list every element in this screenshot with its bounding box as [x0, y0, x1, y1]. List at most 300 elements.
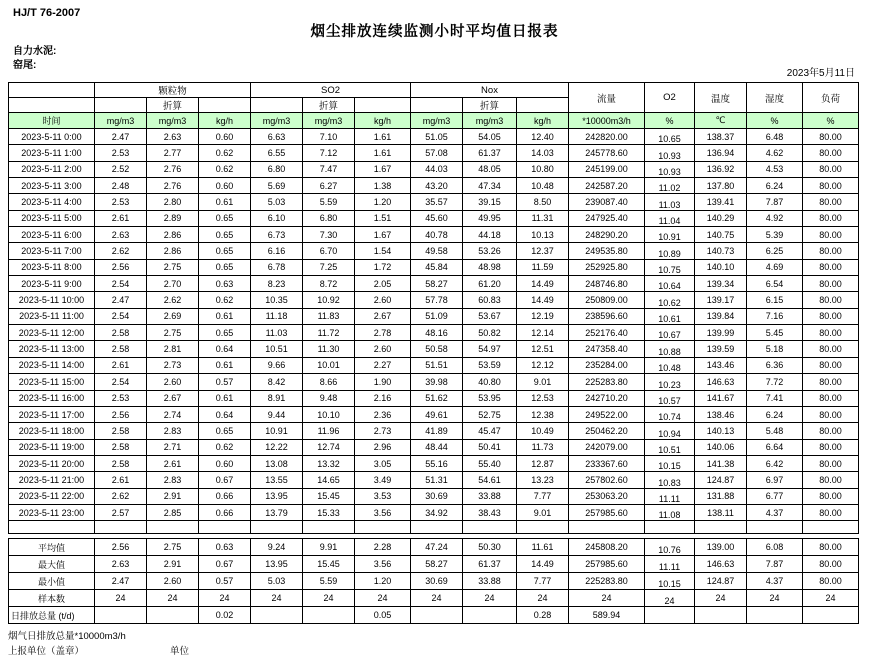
value-cell: 8.50 [517, 194, 569, 210]
converted-label-nox: 折算 [463, 98, 517, 113]
value-cell: 9.66 [251, 357, 303, 373]
value-cell: 5.18 [747, 341, 803, 357]
summary-value-cell [95, 607, 147, 624]
blank-cell [147, 521, 199, 534]
unit-cell: *10000m3/h [569, 113, 645, 129]
value-cell: 138.46 [695, 406, 747, 422]
summary-value-cell: 33.88 [463, 573, 517, 590]
value-cell: 2.58 [95, 423, 147, 439]
value-cell: 0.62 [199, 145, 251, 161]
value-cell: 80.00 [803, 406, 859, 422]
converted-label-so2: 折算 [303, 98, 355, 113]
value-cell: 7.87 [747, 194, 803, 210]
value-cell: 2.58 [95, 341, 147, 357]
value-cell: 2.54 [95, 374, 147, 390]
table-row [9, 210, 859, 226]
value-cell: 2.76 [147, 178, 199, 194]
value-cell: 2.54 [95, 276, 147, 292]
value-cell: 3.53 [355, 488, 411, 504]
value-cell: 12.53 [517, 390, 569, 406]
value-cell: 11.08 [645, 504, 695, 520]
value-cell: 0.61 [199, 390, 251, 406]
value-cell: 2.56 [95, 259, 147, 275]
table-row [9, 292, 859, 308]
value-cell: 5.03 [251, 194, 303, 210]
value-cell: 0.61 [199, 308, 251, 324]
value-cell: 80.00 [803, 129, 859, 145]
value-cell: 0.65 [199, 243, 251, 259]
value-cell: 2.48 [95, 178, 147, 194]
table-row [9, 178, 859, 194]
value-cell: 80.00 [803, 504, 859, 520]
value-cell: 80.00 [803, 390, 859, 406]
value-cell: 10.94 [645, 423, 695, 439]
time-cell: 2023-5-11 19:00 [9, 439, 95, 455]
value-cell: 3.49 [355, 472, 411, 488]
value-cell: 11.04 [645, 210, 695, 226]
blank-cell [803, 521, 859, 534]
summary-value-cell: 0.57 [199, 573, 251, 590]
blank-cell [355, 521, 411, 534]
table-row [9, 423, 859, 439]
value-cell: 2.53 [95, 194, 147, 210]
value-cell: 2.58 [95, 325, 147, 341]
blank-cell [569, 521, 645, 534]
value-cell: 2.16 [355, 390, 411, 406]
summary-value-cell: 24 [803, 590, 859, 607]
table-row [9, 308, 859, 324]
value-cell: 139.59 [695, 341, 747, 357]
value-cell: 0.62 [199, 439, 251, 455]
summary-value-cell: 15.45 [303, 556, 355, 573]
value-cell: 12.37 [517, 243, 569, 259]
unit-cell: mg/m3 [95, 113, 147, 129]
value-cell: 10.91 [251, 423, 303, 439]
value-cell: 7.47 [303, 161, 355, 177]
value-cell: 12.51 [517, 341, 569, 357]
value-cell: 6.42 [747, 455, 803, 471]
value-cell: 54.61 [463, 472, 517, 488]
col-o2: O2 [645, 83, 695, 113]
summary-value-cell: 2.47 [95, 573, 147, 590]
value-cell: 80.00 [803, 276, 859, 292]
value-cell: 8.23 [251, 276, 303, 292]
value-cell: 1.20 [355, 194, 411, 210]
blank-cell [303, 521, 355, 534]
value-cell: 247358.40 [569, 341, 645, 357]
summary-value-cell [747, 607, 803, 624]
corner-cell [9, 83, 95, 98]
table-row [9, 406, 859, 422]
summary-value-cell: 24 [411, 590, 463, 607]
value-cell: 80.00 [803, 292, 859, 308]
value-cell: 139.17 [695, 292, 747, 308]
value-cell: 51.31 [411, 472, 463, 488]
summary-value-cell: 5.03 [251, 573, 303, 590]
col-load: 负荷 [803, 83, 859, 113]
value-cell: 12.38 [517, 406, 569, 422]
value-cell: 2.58 [95, 455, 147, 471]
value-cell: 10.88 [645, 341, 695, 357]
flue-gas-total-label: 烟气日排放总量*10000m3/h [8, 631, 126, 642]
summary-value-cell: 1.20 [355, 573, 411, 590]
reporting-unit-label: 上报单位（盖章） [8, 646, 85, 657]
value-cell: 7.25 [303, 259, 355, 275]
value-cell: 80.00 [803, 227, 859, 243]
value-cell: 0.57 [199, 374, 251, 390]
value-cell: 257802.60 [569, 472, 645, 488]
value-cell: 140.75 [695, 227, 747, 243]
summary-table-body [9, 539, 859, 624]
value-cell: 245199.00 [569, 161, 645, 177]
summary-value-cell: 225283.80 [569, 573, 645, 590]
value-cell: 1.38 [355, 178, 411, 194]
value-cell: 61.20 [463, 276, 517, 292]
value-cell: 6.27 [303, 178, 355, 194]
value-cell: 0.62 [199, 161, 251, 177]
col-temperature: 温度 [695, 83, 747, 113]
value-cell: 10.91 [645, 227, 695, 243]
value-cell: 9.01 [517, 374, 569, 390]
value-cell: 257985.60 [569, 504, 645, 520]
value-cell: 10.64 [645, 276, 695, 292]
table-row [9, 357, 859, 373]
value-cell: 140.29 [695, 210, 747, 226]
value-cell: 55.16 [411, 455, 463, 471]
value-cell: 10.10 [303, 406, 355, 422]
value-cell: 2.74 [147, 406, 199, 422]
value-cell: 2.57 [95, 504, 147, 520]
summary-value-cell: 0.05 [355, 607, 411, 624]
value-cell: 6.25 [747, 243, 803, 259]
summary-value-cell: 14.49 [517, 556, 569, 573]
value-cell: 225283.80 [569, 374, 645, 390]
value-cell: 250809.00 [569, 292, 645, 308]
value-cell: 48.16 [411, 325, 463, 341]
unit-cell: kg/h [355, 113, 411, 129]
time-cell: 2023-5-11 10:00 [9, 292, 95, 308]
value-cell: 12.12 [517, 357, 569, 373]
value-cell: 10.75 [645, 259, 695, 275]
unit-cell: ℃ [695, 113, 747, 129]
value-cell: 139.84 [695, 308, 747, 324]
value-cell: 11.11 [645, 488, 695, 504]
page-title: 烟尘排放连续监测小时平均值日报表 [310, 24, 559, 40]
unit-cell: kg/h [199, 113, 251, 129]
value-cell: 2.83 [147, 423, 199, 439]
value-cell: 139.41 [695, 194, 747, 210]
value-cell: 2.89 [147, 210, 199, 226]
blank-cell [517, 98, 569, 113]
value-cell: 2.61 [95, 357, 147, 373]
value-cell: 6.63 [251, 129, 303, 145]
blank-cell [355, 98, 411, 113]
value-cell: 10.48 [645, 357, 695, 373]
unit-label: 单位 [170, 646, 190, 657]
value-cell: 2.77 [147, 145, 199, 161]
value-cell: 138.37 [695, 129, 747, 145]
value-cell: 6.73 [251, 227, 303, 243]
summary-row [9, 573, 859, 590]
value-cell: 2.76 [147, 161, 199, 177]
value-cell: 15.33 [303, 504, 355, 520]
value-cell: 2.61 [95, 210, 147, 226]
table-row [9, 341, 859, 357]
value-cell: 0.65 [199, 423, 251, 439]
value-cell: 80.00 [803, 194, 859, 210]
value-cell: 2.83 [147, 472, 199, 488]
value-cell: 252176.40 [569, 325, 645, 341]
value-cell: 6.80 [303, 210, 355, 226]
value-cell: 80.00 [803, 455, 859, 471]
value-cell: 54.05 [463, 129, 517, 145]
group-nox: Nox [411, 83, 569, 98]
value-cell: 12.14 [517, 325, 569, 341]
value-cell: 11.03 [645, 194, 695, 210]
time-header: 时间 [9, 113, 95, 129]
summary-value-cell: 58.27 [411, 556, 463, 573]
value-cell: 140.06 [695, 439, 747, 455]
summary-value-cell: 2.63 [95, 556, 147, 573]
value-cell: 80.00 [803, 357, 859, 373]
value-cell: 2.96 [355, 439, 411, 455]
summary-value-cell: 7.87 [747, 556, 803, 573]
summary-value-cell: 0.02 [199, 607, 251, 624]
value-cell: 239087.40 [569, 194, 645, 210]
value-cell: 139.34 [695, 276, 747, 292]
value-cell: 39.15 [463, 194, 517, 210]
value-cell: 54.97 [463, 341, 517, 357]
value-cell: 245778.60 [569, 145, 645, 161]
value-cell: 2.73 [355, 423, 411, 439]
table-row [9, 439, 859, 455]
header-units-row [9, 113, 859, 129]
report-date: 2023年5月11日 [786, 68, 855, 79]
summary-value-cell: 2.75 [147, 539, 199, 556]
col-humidity: 湿度 [747, 83, 803, 113]
value-cell: 53.95 [463, 390, 517, 406]
value-cell: 2.91 [147, 488, 199, 504]
value-cell: 50.58 [411, 341, 463, 357]
value-cell: 2.86 [147, 227, 199, 243]
unit-cell: mg/m3 [251, 113, 303, 129]
value-cell: 4.69 [747, 259, 803, 275]
unit-cell: mg/m3 [411, 113, 463, 129]
value-cell: 30.69 [411, 488, 463, 504]
summary-value-cell: 7.77 [517, 573, 569, 590]
summary-value-cell [411, 607, 463, 624]
time-cell: 2023-5-11 4:00 [9, 194, 95, 210]
value-cell: 13.08 [251, 455, 303, 471]
summary-value-cell: 3.56 [355, 556, 411, 573]
value-cell: 6.78 [251, 259, 303, 275]
value-cell: 0.65 [199, 259, 251, 275]
unit-cell: % [747, 113, 803, 129]
value-cell: 235284.00 [569, 357, 645, 373]
summary-value-cell: 9.24 [251, 539, 303, 556]
value-cell: 14.49 [517, 292, 569, 308]
value-cell: 6.15 [747, 292, 803, 308]
value-cell: 9.01 [517, 504, 569, 520]
value-cell: 10.89 [645, 243, 695, 259]
summary-value-cell: 80.00 [803, 556, 859, 573]
blank-cell [199, 521, 251, 534]
value-cell: 2.53 [95, 390, 147, 406]
value-cell: 6.97 [747, 472, 803, 488]
summary-value-cell: 0.67 [199, 556, 251, 573]
value-cell: 140.73 [695, 243, 747, 259]
summary-value-cell: 10.76 [645, 539, 695, 556]
value-cell: 8.72 [303, 276, 355, 292]
value-cell: 50.82 [463, 325, 517, 341]
value-cell: 49.58 [411, 243, 463, 259]
value-cell: 4.37 [747, 504, 803, 520]
value-cell: 140.10 [695, 259, 747, 275]
value-cell: 10.62 [645, 292, 695, 308]
header-group-row [9, 83, 859, 98]
time-cell: 2023-5-11 8:00 [9, 259, 95, 275]
value-cell: 139.99 [695, 325, 747, 341]
summary-label-cell: 日排放总量 (t/d) [9, 607, 95, 624]
time-cell: 2023-5-11 3:00 [9, 178, 95, 194]
time-cell: 2023-5-11 16:00 [9, 390, 95, 406]
value-cell: 80.00 [803, 325, 859, 341]
converted-label-pm: 折算 [147, 98, 199, 113]
summary-value-cell: 11.61 [517, 539, 569, 556]
value-cell: 11.59 [517, 259, 569, 275]
value-cell: 12.40 [517, 129, 569, 145]
value-cell: 10.15 [645, 455, 695, 471]
value-cell: 248290.20 [569, 227, 645, 243]
summary-label-cell: 最小值 [9, 573, 95, 590]
value-cell: 11.83 [303, 308, 355, 324]
value-cell: 48.44 [411, 439, 463, 455]
summary-label-cell: 平均值 [9, 539, 95, 556]
summary-value-cell: 124.87 [695, 573, 747, 590]
value-cell: 0.60 [199, 178, 251, 194]
value-cell: 14.03 [517, 145, 569, 161]
value-cell: 80.00 [803, 423, 859, 439]
value-cell: 47.34 [463, 178, 517, 194]
summary-value-cell: 11.11 [645, 556, 695, 573]
value-cell: 2.62 [95, 488, 147, 504]
value-cell: 4.62 [747, 145, 803, 161]
value-cell: 13.79 [251, 504, 303, 520]
table-row [9, 227, 859, 243]
value-cell: 2.54 [95, 308, 147, 324]
value-cell: 13.95 [251, 488, 303, 504]
value-cell: 0.65 [199, 325, 251, 341]
value-cell: 252925.80 [569, 259, 645, 275]
value-cell: 0.66 [199, 488, 251, 504]
value-cell: 13.23 [517, 472, 569, 488]
value-cell: 2.75 [147, 259, 199, 275]
value-cell: 8.91 [251, 390, 303, 406]
summary-row [9, 607, 859, 624]
value-cell: 6.70 [303, 243, 355, 259]
value-cell: 80.00 [803, 341, 859, 357]
value-cell: 10.67 [645, 325, 695, 341]
value-cell: 7.10 [303, 129, 355, 145]
summary-value-cell [803, 607, 859, 624]
blank-cell [411, 98, 463, 113]
value-cell: 140.13 [695, 423, 747, 439]
value-cell: 2.63 [95, 227, 147, 243]
unit-cell: mg/m3 [147, 113, 199, 129]
value-cell: 136.94 [695, 145, 747, 161]
value-cell: 2.36 [355, 406, 411, 422]
value-cell: 6.10 [251, 210, 303, 226]
summary-value-cell: 2.60 [147, 573, 199, 590]
value-cell: 12.19 [517, 308, 569, 324]
group-so2: SO2 [251, 83, 411, 98]
summary-table [8, 538, 859, 624]
time-cell: 2023-5-11 12:00 [9, 325, 95, 341]
empty-row [9, 521, 859, 534]
value-cell: 2.81 [147, 341, 199, 357]
value-cell: 2.73 [147, 357, 199, 373]
unit-cell: mg/m3 [463, 113, 517, 129]
value-cell: 2.67 [355, 308, 411, 324]
value-cell: 2.75 [147, 325, 199, 341]
value-cell: 6.54 [747, 276, 803, 292]
value-cell: 8.66 [303, 374, 355, 390]
col-flow: 流量 [569, 83, 645, 113]
value-cell: 15.45 [303, 488, 355, 504]
summary-value-cell [645, 607, 695, 624]
value-cell: 34.92 [411, 504, 463, 520]
value-cell: 80.00 [803, 308, 859, 324]
main-table-body [9, 129, 859, 534]
value-cell: 53.59 [463, 357, 517, 373]
value-cell: 52.75 [463, 406, 517, 422]
summary-value-cell: 5.59 [303, 573, 355, 590]
value-cell: 2.60 [147, 374, 199, 390]
table-row [9, 390, 859, 406]
value-cell: 10.57 [645, 390, 695, 406]
value-cell: 11.72 [303, 325, 355, 341]
value-cell: 3.56 [355, 504, 411, 520]
value-cell: 2.62 [147, 292, 199, 308]
table-row [9, 504, 859, 520]
summary-row [9, 590, 859, 607]
blank-cell [95, 98, 147, 113]
value-cell: 10.80 [517, 161, 569, 177]
summary-value-cell [303, 607, 355, 624]
table-row [9, 488, 859, 504]
value-cell: 233367.60 [569, 455, 645, 471]
blank-cell [411, 521, 463, 534]
value-cell: 10.48 [517, 178, 569, 194]
value-cell: 2.60 [355, 292, 411, 308]
time-cell: 2023-5-11 0:00 [9, 129, 95, 145]
value-cell: 11.96 [303, 423, 355, 439]
value-cell: 13.32 [303, 455, 355, 471]
unit-cell: kg/h [517, 113, 569, 129]
value-cell: 10.74 [645, 406, 695, 422]
summary-value-cell: 80.00 [803, 539, 859, 556]
value-cell: 138.11 [695, 504, 747, 520]
time-cell: 2023-5-11 6:00 [9, 227, 95, 243]
summary-value-cell: 257985.60 [569, 556, 645, 573]
value-cell: 5.69 [251, 178, 303, 194]
value-cell: 60.83 [463, 292, 517, 308]
summary-value-cell: 2.56 [95, 539, 147, 556]
value-cell: 2.58 [95, 439, 147, 455]
value-cell: 2.47 [95, 292, 147, 308]
value-cell: 6.55 [251, 145, 303, 161]
value-cell: 136.92 [695, 161, 747, 177]
